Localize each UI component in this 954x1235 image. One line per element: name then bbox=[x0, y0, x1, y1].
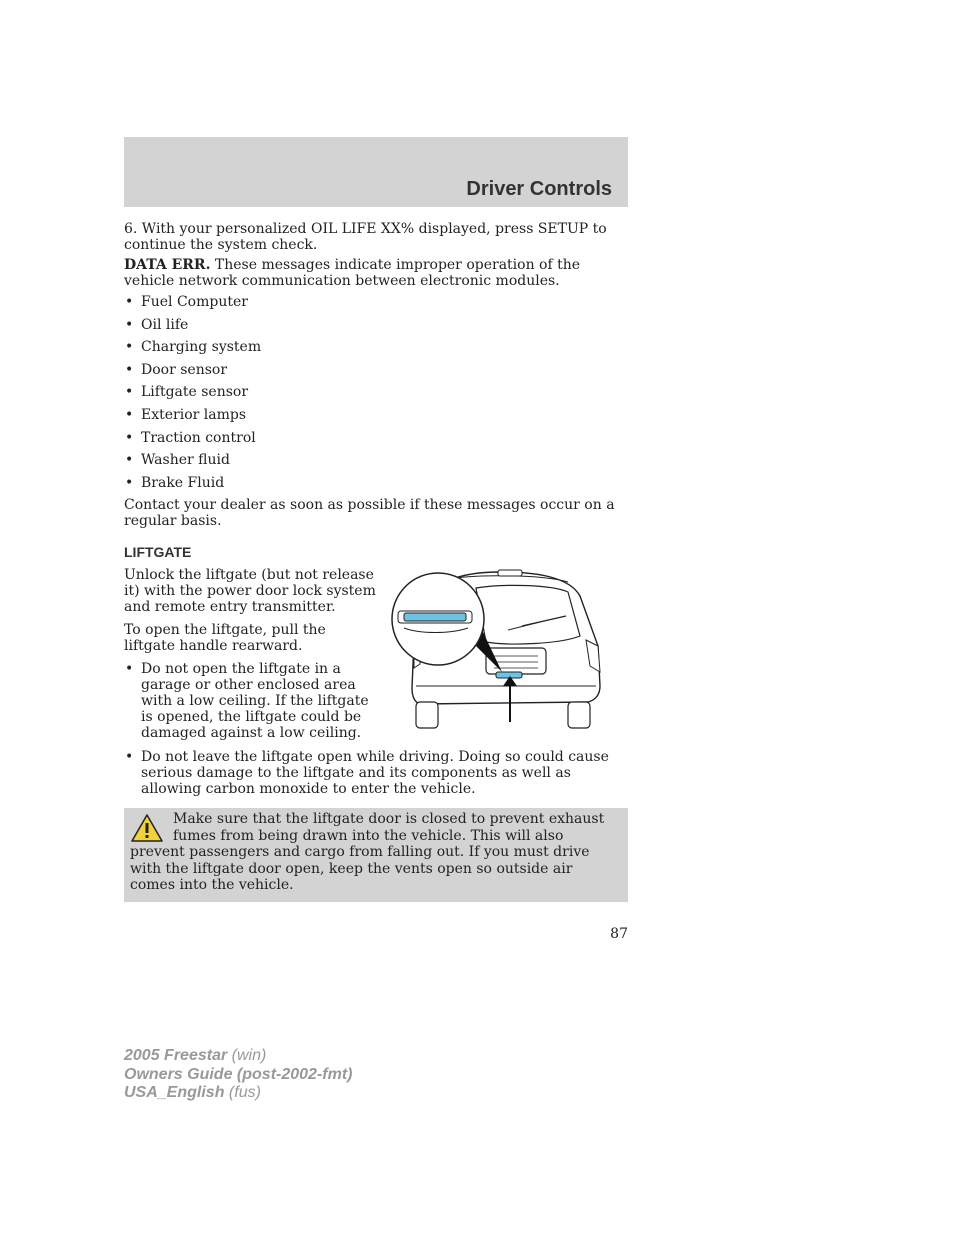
step-6-paragraph: 6. With your personalized OIL LIFE XX% displayed, press SETUP to continue the system check. bbox=[124, 221, 607, 253]
contact-dealer-paragraph: Contact your dealer as soon as possible if these messages occur on a regular basis. bbox=[124, 497, 615, 529]
list-item: • Fuel Computer bbox=[124, 294, 261, 317]
list-item: • Door sensor bbox=[124, 362, 261, 385]
liftgate-heading: LIFTGATE bbox=[124, 544, 192, 560]
list-item: • Liftgate sensor bbox=[124, 384, 261, 407]
bullet-text: Do not leave the liftgate open while driving. Doing so could cause serious damage to the liftgate and its components as well as allowing carbon monoxide to enter the vehicle. bbox=[141, 749, 609, 797]
list-item: • Brake Fluid bbox=[124, 475, 261, 498]
list-item: • Traction control bbox=[124, 430, 261, 453]
liftgate-bullet-ceiling bbox=[124, 661, 380, 743]
bullet-dot: • bbox=[125, 661, 134, 677]
module-list bbox=[124, 294, 261, 497]
liftgate-open-paragraph: To open the liftgate, pull the liftgate handle rearward. bbox=[124, 622, 326, 654]
document-footer bbox=[124, 1047, 352, 1103]
bullet-text: Do not open the liftgate in a garage or other enclosed area with a low ceiling. If the liftgate is opened, the liftgate could be damaged against a low ceiling. bbox=[141, 661, 369, 741]
list-item: • Oil life bbox=[124, 317, 261, 340]
data-err-text: These messages indicate improper operation of the vehicle network communication between electronic modules. bbox=[124, 257, 581, 289]
footer-line-2: Owners Guide (post-2002-fmt) bbox=[124, 1065, 353, 1083]
liftgate-bullet-driving bbox=[124, 749, 628, 799]
footer-line-1: 2005 Freestar (win) bbox=[124, 1047, 267, 1064]
warning-box bbox=[124, 808, 628, 902]
data-err-paragraph bbox=[124, 257, 628, 289]
footer-line-3: USA_English (fus) bbox=[124, 1084, 261, 1101]
data-err-label: DATA ERR. bbox=[124, 257, 211, 273]
liftgate-unlock-paragraph: Unlock the liftgate (but not release it) with the power door lock system and remote entry transmitter. bbox=[124, 567, 376, 615]
list-item: • Washer fluid bbox=[124, 452, 261, 475]
header-band bbox=[124, 137, 628, 207]
list-item: • Exterior lamps bbox=[124, 407, 261, 430]
list-item: • Charging system bbox=[124, 339, 261, 362]
liftgate-handle-illustration bbox=[390, 568, 604, 736]
warning-text-block bbox=[130, 811, 610, 894]
page-number: 87 bbox=[610, 926, 628, 942]
bullet-dot: • bbox=[125, 749, 134, 765]
section-title: Driver Controls bbox=[466, 178, 612, 200]
warning-text: Make sure that the liftgate door is closed to prevent exhaust fumes from being drawn into the vehicle. This will also prevent passengers and cargo from falling out. If you must drive with the liftgate door open, keep the vents open so outside air comes into the vehicle. bbox=[130, 811, 605, 893]
